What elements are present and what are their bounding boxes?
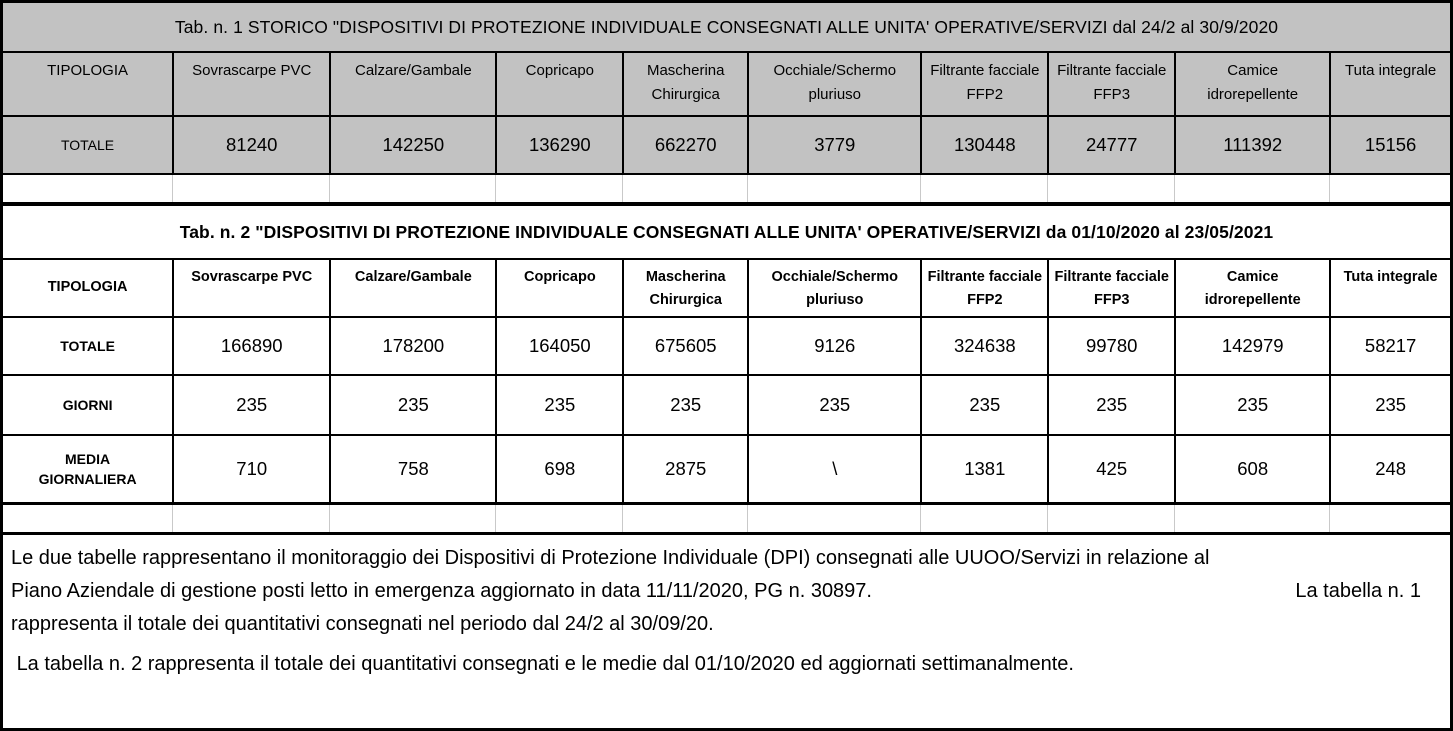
row-label-text: TOTALE — [60, 337, 115, 354]
table-2-cell: 99780 — [1048, 317, 1175, 375]
table-2-cell: 142979 — [1175, 317, 1330, 375]
table-1-row-label: TOTALE — [3, 116, 173, 173]
table-2-cell: 1381 — [921, 435, 1048, 502]
table-1-col-header: Filtrante facciale FFP3 — [1048, 52, 1175, 116]
table-2-row-label — [3, 375, 173, 435]
table-1-totale-row — [3, 116, 1450, 173]
table-1-col-header: Copricapo — [496, 52, 623, 116]
spacer-cell — [748, 175, 921, 202]
table-2-cell: 235 — [496, 375, 623, 435]
spacer-cell — [1175, 175, 1330, 202]
spacer-cell — [623, 175, 748, 202]
spacer-cell — [748, 505, 921, 532]
table-1-col-header: Tuta integrale — [1330, 52, 1450, 116]
spacer-cell — [1048, 505, 1175, 532]
table-1-col-header: Sovrascarpe PVC — [173, 52, 330, 116]
table-2-col-header: Mascherina Chirurgica — [623, 259, 748, 317]
note-line-1: Le due tabelle rappresentano il monitoraggio dei Dispositivi di Protezione Individuale (DPI) consegnati alle UUOO/Servizi in relazione al — [11, 547, 1210, 569]
row-label-text: MEDIA GIORNALIERA — [38, 450, 137, 487]
table-2-col-header: Copricapo — [496, 259, 623, 317]
table-2-cell: 235 — [748, 375, 921, 435]
table-2-col-header: Sovrascarpe PVC — [173, 259, 330, 317]
spacer-cell — [330, 505, 496, 532]
table-2-col-header: Tuta integrale — [1330, 259, 1450, 317]
spacer-cell — [173, 175, 330, 202]
table-1-cell: 662270 — [623, 116, 748, 173]
note-line-4: La tabella n. 2 rappresenta il totale dei quantitativi consegnati e le medie dal 01/10/2020 ed aggiornati settimanalmente. — [11, 653, 1074, 675]
spacer-cell — [921, 505, 1048, 532]
table-2-cell: \ — [748, 435, 921, 502]
table-1-cell: 81240 — [173, 116, 330, 173]
table-2-header-row — [3, 259, 1450, 317]
grid-spacer — [3, 502, 1450, 532]
table-2-cell: 758 — [330, 435, 496, 502]
table-2-col-header: Calzare/Gambale — [330, 259, 496, 317]
table-2-cell: 324638 — [921, 317, 1048, 375]
table-2-cell: 235 — [623, 375, 748, 435]
spacer-cell — [1330, 175, 1450, 202]
table-2-aggiornata — [3, 206, 1450, 502]
spacer-cell — [496, 505, 623, 532]
table-2-row-label — [3, 317, 173, 375]
row-label-text: GIORNI — [62, 396, 113, 413]
table-2-totale-row — [3, 317, 1450, 375]
table-2-cell: 235 — [1048, 375, 1175, 435]
table-2-cell: 235 — [921, 375, 1048, 435]
spacer-cell — [3, 505, 173, 532]
table-1-cell: 130448 — [921, 116, 1048, 173]
table-1-title-row — [3, 3, 1450, 52]
table-2-cell: 9126 — [748, 317, 921, 375]
spacer-cell — [1330, 505, 1450, 532]
note-line-2 — [11, 575, 1441, 608]
table-2-cell: 2875 — [623, 435, 748, 502]
table-1-col-header: Calzare/Gambale — [330, 52, 496, 116]
table-1-cell: 142250 — [330, 116, 496, 173]
table-2-cell: 235 — [1175, 375, 1330, 435]
table-1-cell: 136290 — [496, 116, 623, 173]
table-2-cell: 166890 — [173, 317, 330, 375]
note-line-2-left: Piano Aziendale di gestione posti letto in emergenza aggiornato in data 11/11/2020, PG n. 30897. — [11, 580, 872, 602]
note-line-2-right: La tabella n. 1 — [1295, 580, 1421, 602]
spacer-cell — [921, 175, 1048, 202]
table-1-cell: 24777 — [1048, 116, 1175, 173]
table-2-header-tipologia: TIPOLOGIA — [3, 259, 173, 317]
table-1-cell: 15156 — [1330, 116, 1450, 173]
table-2-cell: 698 — [496, 435, 623, 502]
table-2-giorni-row — [3, 375, 1450, 435]
table-2-col-header: Camice idrorepellente — [1175, 259, 1330, 317]
table-1-cell: 3779 — [748, 116, 921, 173]
spacer-cell — [173, 505, 330, 532]
table-2-cell: 235 — [1330, 375, 1450, 435]
table-2-cell: 58217 — [1330, 317, 1450, 375]
table-2-col-header: Filtrante facciale FFP3 — [1048, 259, 1175, 317]
note-block — [3, 532, 1450, 728]
grid-spacer — [3, 173, 1450, 206]
spacer-cell — [496, 175, 623, 202]
table-1-col-header: Occhiale/Schermo pluriuso — [748, 52, 921, 116]
table-2-cell: 675605 — [623, 317, 748, 375]
table-2-media-row — [3, 435, 1450, 502]
spacer-cell — [1048, 175, 1175, 202]
table-2-col-header: Filtrante facciale FFP2 — [921, 259, 1048, 317]
table-1-title: Tab. n. 1 STORICO "DISPOSITIVI DI PROTEZIONE INDIVIDUALE CONSEGNATI ALLE UNITA' OPERATIVE/SERVIZI dal 24/2 al 30/9/2020 — [3, 3, 1450, 52]
note-line-3: rappresenta il totale dei quantitativi consegnati nel periodo dal 24/2 al 30/09/20. — [11, 613, 714, 635]
spacer-cell — [330, 175, 496, 202]
table-2-cell: 248 — [1330, 435, 1450, 502]
table-1-col-header: Filtrante facciale FFP2 — [921, 52, 1048, 116]
spacer-cell — [1175, 505, 1330, 532]
table-2-cell: 178200 — [330, 317, 496, 375]
table-2-col-header: Occhiale/Schermo pluriuso — [748, 259, 921, 317]
table-1-cell: 111392 — [1175, 116, 1330, 173]
table-2-row-label — [3, 435, 173, 502]
table-2-title: Tab. n. 2 "DISPOSITIVI DI PROTEZIONE INDIVIDUALE CONSEGNATI ALLE UNITA' OPERATIVE/SERVIZI da 01/10/2020 al 23/05/2021 — [3, 206, 1450, 259]
table-2-cell: 425 — [1048, 435, 1175, 502]
table-1-col-header: Camice idrorepellente — [1175, 52, 1330, 116]
table-2-cell: 235 — [173, 375, 330, 435]
table-1-header-tipologia: TIPOLOGIA — [3, 52, 173, 116]
table-1-storico — [3, 3, 1450, 173]
table-1-col-header: Mascherina Chirurgica — [623, 52, 748, 116]
table-2-title-row — [3, 206, 1450, 259]
table-1-header-row — [3, 52, 1450, 116]
table-2-cell: 164050 — [496, 317, 623, 375]
table-2-cell: 608 — [1175, 435, 1330, 502]
spacer-cell — [3, 175, 173, 202]
table-2-cell: 710 — [173, 435, 330, 502]
table-2-cell: 235 — [330, 375, 496, 435]
spacer-cell — [623, 505, 748, 532]
